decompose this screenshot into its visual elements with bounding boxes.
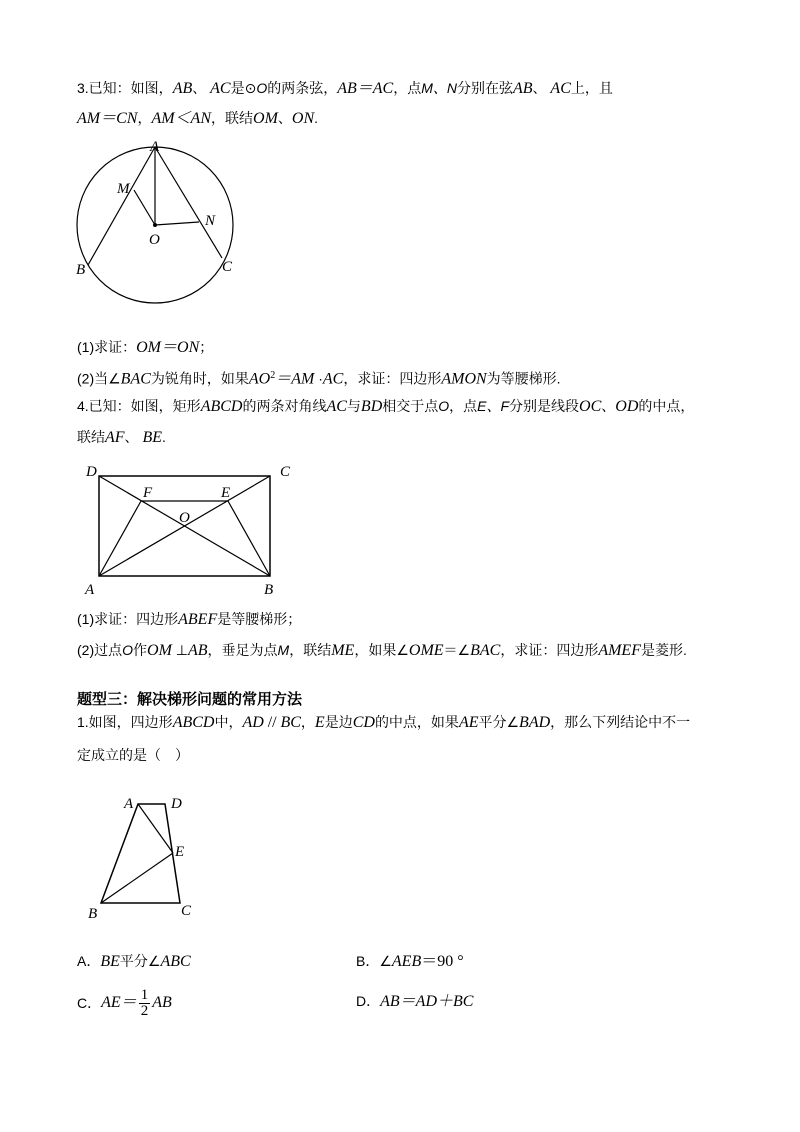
text: 、 <box>124 429 139 445</box>
math: OME <box>408 642 444 659</box>
label-n: N <box>205 213 216 229</box>
label-e: E <box>221 485 231 501</box>
point-o <box>153 223 157 227</box>
math: ME <box>331 642 355 659</box>
math: OM＝ON <box>136 339 200 356</box>
math: AE <box>458 714 479 731</box>
text: 为锐角时，如果 <box>150 370 249 387</box>
math: AD <box>242 714 264 731</box>
segment-om <box>134 190 155 225</box>
math: BAC <box>470 642 501 659</box>
option-label: A． <box>77 953 101 969</box>
text: (1)求证： <box>77 339 137 355</box>
label-e: E <box>175 844 185 860</box>
q4-part1 <box>77 609 301 630</box>
q1-line1 <box>77 712 690 733</box>
text: 分别是线段 <box>509 398 580 414</box>
text: ，点 <box>393 80 422 96</box>
q1-line2: 定成立的是（ ） <box>77 747 189 763</box>
text: 联结 <box>77 429 105 445</box>
text: ，求证：四边形 <box>500 642 599 658</box>
math: O <box>256 80 268 96</box>
text: ； <box>199 339 214 355</box>
text: ∠ <box>379 953 392 969</box>
option-c[interactable] <box>77 985 172 1021</box>
text: 为等腰梯形. <box>486 370 561 387</box>
text: 是等腰梯形； <box>217 611 302 627</box>
math: AC <box>322 370 344 388</box>
option-b[interactable] <box>356 951 464 972</box>
text: 的两条弦， <box>267 80 338 96</box>
text: 分别在弦 <box>456 80 513 96</box>
math: M <box>277 642 290 658</box>
text: ， <box>300 714 315 730</box>
math: AB <box>512 80 533 97</box>
label-b: B <box>264 582 274 598</box>
math: ＝AM <box>275 370 315 388</box>
math: AM＜AN <box>151 110 212 127</box>
q4-line1 <box>77 396 694 417</box>
math: AMEF <box>598 642 641 659</box>
text: ，点 <box>449 398 478 414</box>
trapezoid-abcd <box>101 804 180 903</box>
segment-on <box>155 222 199 225</box>
denominator: 2 <box>140 1002 149 1019</box>
math: ＝90 ° <box>421 953 464 970</box>
text: (2)过点 <box>77 642 123 658</box>
math: ON <box>291 110 315 127</box>
text: 平分∠ <box>478 714 520 730</box>
text: ，垂足为点 <box>207 642 278 658</box>
text: ，求证：四边形 <box>343 370 442 387</box>
math: AC <box>210 80 231 97</box>
label-c: C <box>280 464 291 480</box>
text: 、 <box>601 398 616 414</box>
q3-part1 <box>77 337 213 358</box>
math: O <box>122 642 134 658</box>
math: AB＝AC <box>337 80 394 97</box>
text: 的两条对角线 <box>242 398 327 414</box>
math: E、F <box>477 398 510 414</box>
label-f: F <box>143 485 153 501</box>
text: 是菱形. <box>640 642 687 658</box>
math: AB <box>152 994 172 1011</box>
text: 相交于点 <box>382 398 439 414</box>
numerator: 1 <box>140 986 149 1003</box>
q4-part2 <box>77 640 687 661</box>
math: AC <box>326 398 347 415</box>
text: 作 <box>133 642 148 658</box>
math: ABCD <box>172 714 215 731</box>
math: AMON <box>441 370 487 388</box>
math: BE <box>142 429 162 446</box>
math: O <box>438 398 450 414</box>
label-m: M <box>117 181 130 197</box>
math: AB <box>172 80 193 97</box>
math: AB＝AD＋BC <box>380 993 474 1010</box>
text: ⊥ <box>175 642 188 658</box>
q3-part2 <box>77 366 561 390</box>
math: AO <box>248 370 271 388</box>
math: BD <box>360 398 383 415</box>
segment-be <box>101 853 173 903</box>
text: (1)求证：四边形 <box>77 611 179 627</box>
text: 与 <box>346 398 361 414</box>
text: 上，且 <box>570 80 613 96</box>
math: AC <box>550 80 571 97</box>
math: M、N <box>421 80 457 96</box>
text: 的中点， <box>638 398 695 414</box>
math: OC <box>579 398 602 415</box>
text: . <box>314 110 319 126</box>
math: E <box>314 714 325 731</box>
label-a: A <box>124 796 134 812</box>
math: AF <box>105 429 125 446</box>
text: 、 <box>192 80 207 96</box>
math: ABEF <box>178 611 218 628</box>
text: ，联结 <box>211 110 254 126</box>
text: ，那么下列结论中不一 <box>550 714 691 730</box>
text: (2)当∠ <box>77 370 121 387</box>
label-d: D <box>86 464 97 480</box>
segment-be <box>228 501 270 576</box>
text: ， <box>137 110 152 126</box>
math: ABCD <box>200 398 243 415</box>
text: 、 <box>532 80 547 96</box>
label-a: A <box>85 582 95 598</box>
math: BE <box>100 953 120 970</box>
label-c: C <box>222 259 233 275</box>
chord-ab <box>88 147 155 265</box>
label-d: D <box>171 796 182 812</box>
math: ABC <box>160 953 191 970</box>
text: 中， <box>214 714 243 730</box>
text: · <box>318 370 323 387</box>
math: AE＝ <box>101 994 137 1011</box>
math: AEB <box>391 953 422 970</box>
text: ＝∠ <box>443 642 471 658</box>
option-label: B． <box>356 953 380 969</box>
text: ，联结 <box>289 642 332 658</box>
superscript: 2 <box>270 370 276 381</box>
math: BAC <box>120 370 151 388</box>
option-d[interactable] <box>356 991 473 1012</box>
math: // <box>267 714 277 731</box>
label-o: O <box>149 232 160 248</box>
label-o: O <box>179 510 190 526</box>
math: BC <box>280 714 301 731</box>
math: OM <box>147 642 172 659</box>
text: 1.如图，四边形 <box>77 714 173 730</box>
option-a[interactable] <box>77 951 191 972</box>
text: 是边 <box>324 714 353 730</box>
math: AB <box>188 642 208 659</box>
label-a: A <box>150 139 160 155</box>
math: CD <box>352 714 375 731</box>
text: 平分∠ <box>119 953 161 969</box>
section-heading: 题型三：解决梯形问题的常用方法 <box>77 691 303 708</box>
text: . <box>161 429 166 445</box>
option-label: C． <box>77 995 102 1011</box>
text: 3.已知：如图， <box>77 80 173 96</box>
label-c: C <box>181 903 192 919</box>
math: AM＝CN <box>77 110 138 127</box>
label-b: B <box>88 906 98 922</box>
q4-line2 <box>77 427 166 448</box>
text: 是⊙ <box>230 80 257 96</box>
text: 、 <box>277 110 292 126</box>
text: 4.已知：如图，矩形 <box>77 398 201 414</box>
math: OM <box>253 110 278 127</box>
segment-ae <box>138 804 173 853</box>
chord-ac <box>155 147 222 258</box>
option-label: D． <box>356 993 381 1009</box>
math: BAD <box>519 714 551 731</box>
segment-af <box>99 501 141 576</box>
label-b: B <box>76 262 86 278</box>
fraction <box>139 988 151 1019</box>
math: OD <box>615 398 639 415</box>
text: ，如果∠ <box>354 642 409 658</box>
text: 的中点，如果 <box>374 714 459 730</box>
